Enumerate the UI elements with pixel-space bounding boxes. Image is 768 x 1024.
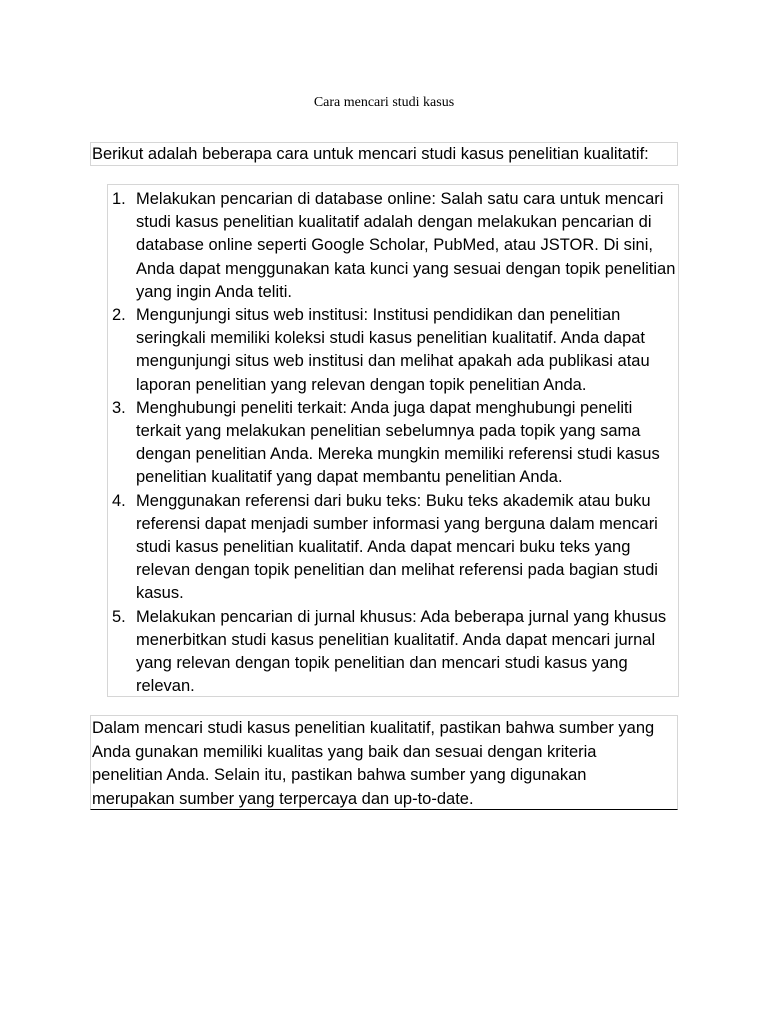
- list-item-text: Mengunjungi situs web institusi: Institusi pendidikan dan penelitian seringkali memiliki koleksi studi kasus penelitian kualitatif. Anda dapat mengunjungi situs web institusi dan melihat apakah ada publikasi atau laporan penelitian yang relevan dengan topik penelitian Anda.: [136, 306, 650, 394]
- closing-paragraph: Dalam mencari studi kasus penelitian kualitatif, pastikan bahwa sumber yang Anda gunakan memiliki kualitas yang baik dan sesuai dengan kriteria penelitian Anda. Selain itu, pastikan bahwa sumber yang digunakan merupakan sumber yang terpercaya dan up-to-date.: [90, 715, 678, 810]
- intro-paragraph: Berikut adalah beberapa cara untuk mencari studi kasus penelitian kualitatif:: [90, 142, 678, 166]
- list-item: [108, 397, 680, 490]
- list-item-text: Menghubungi peneliti terkait: Anda juga dapat menghubungi peneliti terkait yang melakukan penelitian sebelumnya pada topik yang sama dengan penelitian Anda. Mereka mungkin memiliki referensi studi kasus penelitian kualitatif yang dapat membantu penelitian Anda.: [136, 398, 660, 487]
- numbered-list: [108, 188, 680, 698]
- list-item-number: 5.: [112, 607, 126, 626]
- list-item-number: 3.: [112, 398, 126, 417]
- list-item-text: Melakukan pencarian di jurnal khusus: Ada beberapa jurnal yang khusus menerbitkan studi kasus penelitian kualitatif. Anda dapat mencari jurnal yang relevan dengan topik penelitian dan mencari studi kasus yang relevan.: [136, 607, 667, 696]
- list-item-text: Melakukan pencarian di database online: Salah satu cara untuk mencari studi kasus penelitian kualitatif adalah dengan melakukan pencarian di database online seperti Google Scholar, PubMed, atau JSTOR. Di sini, Anda dapat menggunakan kata kunci yang sesuai dengan topik penelitian yang ingin Anda teliti.: [136, 190, 676, 301]
- list-item-number: 4.: [112, 491, 126, 510]
- list-item-number: 2.: [112, 306, 126, 325]
- list-item: [108, 188, 680, 304]
- list-item-number: 1.: [112, 190, 126, 208]
- list-item-text: Menggunakan referensi dari buku teks: Buku teks akademik atau buku referensi dapat menjadi sumber informasi yang berguna dalam mencari studi kasus penelitian kualitatif. Anda dapat mencari buku teks yang relevan dengan topik penelitian dan melihat referensi pada bagian studi kasus.: [136, 491, 658, 603]
- numbered-list-box: [107, 184, 679, 697]
- list-item: [108, 490, 680, 606]
- list-item: [108, 606, 680, 699]
- list-item: [108, 304, 680, 397]
- page-title: Cara mencari studi kasus: [313, 95, 455, 110]
